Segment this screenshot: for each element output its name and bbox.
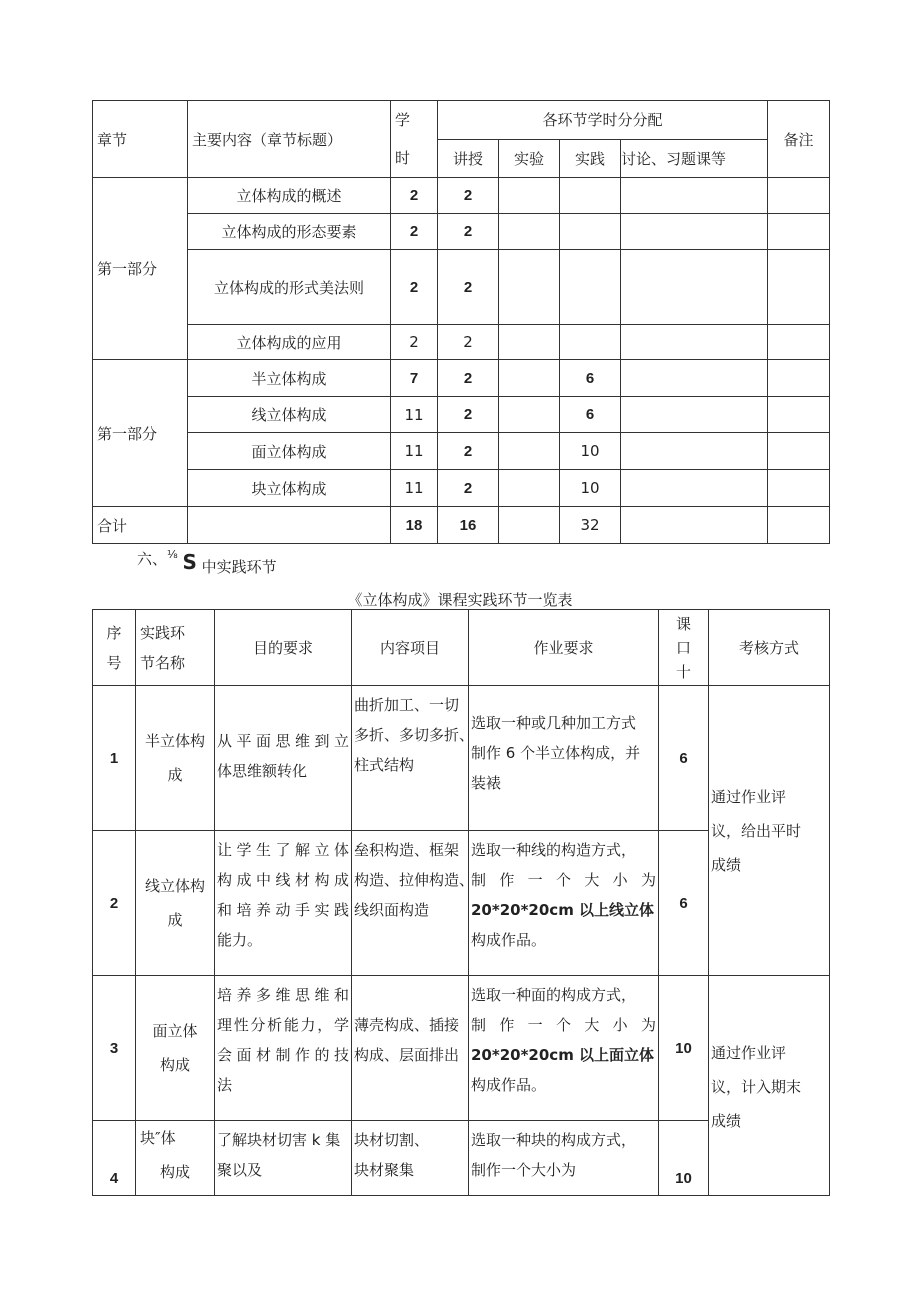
section-6-prefix: 六、: [137, 550, 168, 568]
row-practice: [560, 325, 621, 360]
header-lecture: 讲授: [438, 139, 499, 178]
row-title: 立体构成的应用: [188, 325, 391, 360]
row-work-b: 制作一个大小为: [471, 1161, 577, 1179]
header-experiment: 实验: [499, 139, 560, 178]
row-content-c: 柱式结构: [354, 756, 415, 774]
row-hours: 2: [391, 250, 438, 325]
row-work-b: 制作一个大小为: [471, 1016, 656, 1034]
row-hours: 11: [391, 397, 438, 433]
header-work: 作业要求: [469, 610, 659, 686]
header-content: 内容项目: [352, 610, 469, 686]
row-work-c: 20*20*20cm 以上线立体: [471, 901, 655, 919]
row-goal: [215, 976, 352, 1121]
header-practice: 实践: [560, 139, 621, 178]
row-name: [136, 831, 215, 976]
row-goal-b: 理性分析能力，学: [217, 1016, 349, 1034]
row-goal: [215, 686, 352, 831]
row-hours: 7: [391, 360, 438, 397]
assess-2-a: 通过作业评: [711, 1044, 787, 1062]
row-hours: 2: [391, 178, 438, 214]
row-content-b: 构造、拉伸构造、: [354, 871, 475, 889]
row-content: [352, 686, 475, 831]
row-title: 立体构成的概述: [188, 178, 391, 214]
row-goal-a: 让学生了解立体: [217, 841, 349, 859]
total-lecture: 16: [438, 507, 499, 544]
header-remark: 备注: [768, 101, 830, 178]
row-work: [469, 976, 659, 1121]
part-label-2: 第一部分: [93, 360, 188, 507]
section-6-mark: S: [182, 550, 197, 574]
header-hours-a: 课: [675, 615, 691, 633]
row-lecture: 2: [438, 397, 499, 433]
row-practice: 10: [560, 470, 621, 507]
assess-1-a: 通过作业评: [711, 787, 787, 806]
row-lecture: 2: [438, 433, 499, 470]
row-content: [352, 1121, 469, 1196]
row-name-a: 面立体: [152, 1022, 198, 1040]
row-goal-a: 培养多维思维和: [217, 986, 349, 1004]
row-practice: 10: [560, 433, 621, 470]
row-goal-b: 构成中线材构成: [217, 871, 349, 889]
assess-1: [709, 686, 830, 976]
row-content-b: 块材聚集: [354, 1161, 415, 1179]
row-work-c: 装裱: [471, 774, 502, 792]
row-content-c: 线织面构造: [354, 901, 430, 919]
row-hours: 11: [391, 433, 438, 470]
row-goal: [215, 831, 352, 976]
row-no: 4: [93, 1121, 136, 1196]
row-work-a: 选取一种块的构成方式，: [471, 1131, 637, 1149]
header-no-a: 序: [106, 623, 122, 642]
assess-1-c: 成绩: [711, 855, 742, 874]
row-goal-d: 法: [217, 1076, 233, 1094]
row-lecture: 2: [438, 214, 499, 250]
header-no-b: 号: [106, 653, 122, 672]
row-practice: 6: [560, 397, 621, 433]
header-chapter: 章节: [93, 101, 188, 178]
row-no: 1: [93, 686, 136, 831]
row-hours: 2: [391, 214, 438, 250]
row-work-b: 制作 6 个半立体构成，并: [471, 744, 641, 762]
header-hours-c: 十: [675, 663, 691, 681]
header-goal: 目的要求: [215, 610, 352, 686]
row-title: 立体构成的形式美法则: [188, 250, 391, 325]
row-no: 2: [93, 831, 136, 976]
row-hours: 2: [391, 325, 438, 360]
row-work-d: 构成作品。: [471, 931, 547, 949]
row-lecture: 2: [438, 470, 499, 507]
row-title: 立体构成的形态要素: [188, 214, 391, 250]
total-label: 合计: [93, 507, 188, 544]
row-content-a: 块材切割、: [354, 1131, 430, 1149]
row-name-b: 构成: [159, 1056, 190, 1074]
row-content-b: 多折、多切多折、: [354, 726, 475, 744]
row-lecture: 2: [438, 178, 499, 214]
row-hours: 10: [659, 976, 709, 1121]
row-content-b: 构成、层面排出: [354, 1046, 460, 1064]
row-title: 线立体构成: [188, 397, 391, 433]
row-name-a: 线立体构: [144, 877, 205, 895]
assess-2-b: 议，计入期末: [711, 1078, 802, 1096]
row-name-b: 成: [167, 911, 183, 929]
header-hours: [391, 101, 438, 178]
row-practice: [560, 214, 621, 250]
row-goal-d: 能力。: [217, 931, 263, 949]
row-work: [469, 831, 659, 976]
header-discussion: 讨论、习题课等: [621, 139, 768, 178]
practice-table-title: 《立体构成》课程实践环节一览表: [347, 591, 573, 609]
row-lecture: 2: [438, 325, 499, 360]
row-title: 块立体构成: [188, 470, 391, 507]
row-work-b: 制作一个大小为: [471, 871, 656, 889]
assess-2-c: 成绩: [711, 1112, 742, 1130]
total-practice: 32: [560, 507, 621, 544]
row-hours: 10: [659, 1121, 709, 1196]
header-hours-b: 时: [395, 149, 411, 167]
row-name: [136, 686, 215, 831]
header-hours: [659, 610, 709, 686]
header-content: 主要内容（章节标题）: [188, 101, 391, 178]
row-work-a: 选取一种或几种加工方式: [471, 714, 637, 732]
header-allocation: 各环节学时分分配: [438, 101, 768, 140]
assess-1-b: 议，给出平时: [711, 821, 802, 840]
row-hours: 11: [391, 470, 438, 507]
header-hours-b: 口: [675, 639, 691, 657]
row-name-a: 半立体构: [144, 732, 205, 750]
row-goal-b: 聚以及: [217, 1161, 263, 1179]
row-hours: 6: [659, 831, 709, 976]
row-work-c: 20*20*20cm 以上面立体: [471, 1046, 655, 1064]
row-goal-c: 会面材制作的技: [217, 1046, 349, 1064]
row-goal: [215, 1121, 352, 1196]
row-content: [352, 831, 475, 976]
section-6-symbol: ⅛: [167, 548, 178, 561]
hours-allocation-table: [92, 100, 830, 544]
row-name: [136, 976, 215, 1121]
row-work-d: 构成作品。: [471, 1076, 547, 1094]
row-content-a: 薄壳构成、插接: [354, 1016, 460, 1034]
practice-table: [92, 609, 830, 1196]
row-name: [136, 1121, 215, 1196]
header-name: [136, 610, 215, 686]
part-label-1: 第一部分: [93, 178, 188, 360]
header-assess: 考核方式: [709, 610, 830, 686]
row-title: 半立体构成: [188, 360, 391, 397]
row-lecture: 2: [438, 250, 499, 325]
row-name-b: 构成: [159, 1163, 190, 1181]
row-content: [352, 976, 469, 1121]
row-content-a: 垒积构造、框架: [354, 841, 460, 859]
total-hours: 18: [391, 507, 438, 544]
row-practice: [560, 250, 621, 325]
row-title: 面立体构成: [188, 433, 391, 470]
row-work: [469, 686, 659, 831]
row-work: [469, 1121, 659, 1196]
section-6-text: 中实践环节: [201, 558, 277, 576]
row-work-a: 选取一种线的构造方式，: [471, 841, 637, 859]
header-name-b: 节名称: [140, 653, 186, 672]
row-hours: 6: [659, 686, 709, 831]
row-goal-a: 从平面思维到立: [217, 732, 349, 750]
assess-2: [709, 976, 830, 1196]
section-6-heading: [137, 548, 277, 576]
row-practice: 6: [560, 360, 621, 397]
row-name-b: 成: [167, 766, 183, 784]
row-goal-c: 和培养动手实践: [217, 901, 349, 919]
header-hours-a: 学: [395, 111, 411, 129]
header-no: [93, 610, 136, 686]
row-goal-a: 了解块材切害 k 集: [217, 1131, 341, 1149]
row-practice: [560, 178, 621, 214]
row-lecture: 2: [438, 360, 499, 397]
header-name-a: 实践环: [140, 623, 186, 642]
row-content-a: 曲折加工、一切: [354, 696, 460, 714]
row-name-a: 块″体: [140, 1129, 176, 1147]
row-no: 3: [93, 976, 136, 1121]
row-work-a: 选取一种面的构成方式，: [471, 986, 637, 1004]
row-goal-b: 体思维额转化: [217, 762, 308, 780]
